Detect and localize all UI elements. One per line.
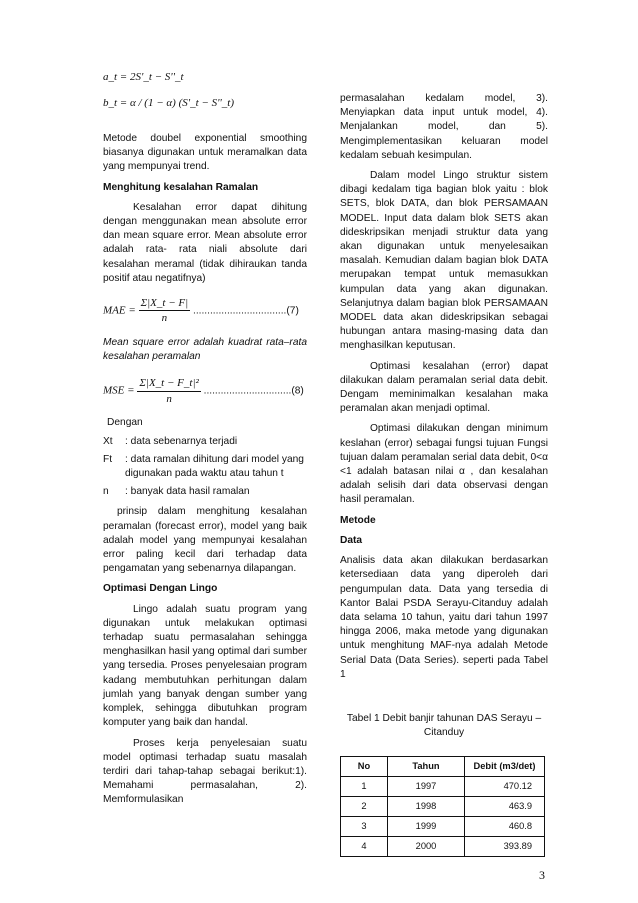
table-row bbox=[341, 816, 545, 836]
table-header: No bbox=[341, 756, 388, 776]
table-cell: 1999 bbox=[388, 816, 465, 836]
definition-value: : data ramalan dihitung dari model yang digunakan pada waktu atau tahun t bbox=[125, 453, 304, 480]
table-cell: 1998 bbox=[388, 796, 465, 816]
page-number: 3 bbox=[539, 868, 545, 882]
table-cell: 2000 bbox=[388, 836, 465, 856]
mse-lhs: MSE = bbox=[103, 384, 135, 397]
paragraph: Lingo adalah suatu program yang digunakan untuk melakukan optimasi terhadap suatu permasalahan sehingga menghasilkan hasil yang optimal dari sumber yang tersedia. Proses penyelesaian program kadang membutuhkan perhitungan dalam jumlah yang banyak dengan sumber yang komplek, sehingga dibutuhkan program komputer yang baik dan handal. bbox=[103, 603, 307, 729]
paragraph: Metode doubel exponential smoothing biasanya digunakan untuk meramalkan data yang mempunyai trend. bbox=[103, 133, 307, 173]
paragraph: Dalam model Lingo struktur sistem dibagi kedalam tiga bagian blok yaitu : blok SETS, blok DATA, dan blok PERSAMAAN MODEL. Input data dalam blok SETS akan dideskripsikan menjadi struktur data yang akan digunakan untuk menyelesaikan masalah. Kemudian dalam bagian blok DATA merupakan tempat untuk memasukkan kumpulan data yang akan digunakan. Selanjutnya dalam bagian blok PERSAMAAN MODEL data akan dideskripsikan sebagai hubungan antara masing-masing data dan menghasilkan keputusan. bbox=[340, 170, 548, 352]
paragraph: Optimasi kesalahan (error) dapat dilakukan dalam peramalan serial data debit. Dengam meminimalkan kesalahan maka peramalan akan menjadi optimal. bbox=[340, 360, 548, 415]
mae-lhs: MAE = bbox=[103, 304, 136, 317]
definition-n bbox=[103, 485, 307, 499]
table-row bbox=[341, 796, 545, 816]
equation-number: ...............................(8) bbox=[203, 385, 304, 397]
section-heading: Optimasi Dengan Lingo bbox=[103, 583, 218, 595]
definition-key: Xt bbox=[103, 435, 113, 447]
equation-a bbox=[103, 70, 307, 90]
mae-numerator: Σ|X_t − F| bbox=[139, 296, 191, 311]
equation-mse bbox=[103, 376, 307, 406]
dengan-label: Dengan bbox=[107, 417, 143, 429]
paragraph: prinsip dalam menghitung kesalahan peramalan (forecast error), model yang baik adalah model yang mempunyai kesalahan error paling kecil dari terhadap data pengamatan yang sebenarnya dilapangan. bbox=[103, 506, 307, 575]
definition-xt bbox=[103, 435, 307, 449]
table-cell: 3 bbox=[341, 816, 388, 836]
table-header-row bbox=[341, 756, 545, 776]
equation-b-text: b_t = α / (1 − α) (S'_t − S''_t) bbox=[103, 97, 235, 109]
definition-ft bbox=[103, 453, 307, 481]
mse-numerator: Σ|X_t − F_t|² bbox=[137, 376, 200, 391]
table-cell: 1997 bbox=[388, 776, 465, 796]
table-cell: 470.12 bbox=[465, 776, 545, 796]
table-row bbox=[341, 836, 545, 856]
table-row bbox=[341, 776, 545, 796]
table-caption: Tabel 1 Debit banjir tahunan DAS Serayu – Citanduy bbox=[346, 712, 542, 738]
mse-fraction bbox=[137, 376, 200, 405]
mse-denominator: n bbox=[166, 392, 172, 405]
definition-key: n bbox=[103, 486, 109, 498]
table-cell: 4 bbox=[341, 836, 388, 856]
section-heading: Menghitung kesalahan Ramalan bbox=[103, 181, 259, 193]
paragraph: permasalahan kedalam model, 3). Menyiapkan data input untuk model, 4). Menjalankan model, dan 5). Mengimplementasikan keluaran model kedalam sebuah kesimpulan. bbox=[340, 93, 548, 161]
equation-b bbox=[103, 96, 307, 130]
equation-mae bbox=[103, 296, 307, 326]
table-cell: 393.89 bbox=[465, 836, 545, 856]
definition-value: : data sebenarnya terjadi bbox=[125, 435, 238, 447]
table-cell: 460.8 bbox=[465, 816, 545, 836]
paragraph: Optimasi dilakukan dengan minimum keslahan (error) sebagai fungsi tujuan Fungsi tujuan dalam peramalan serial data debit, 0<α <1 adalah batasan nilai α , dan kesalahan adalah selisih dari data observasi dengan hasil peramalan. bbox=[340, 423, 548, 506]
mae-denominator: n bbox=[161, 312, 168, 325]
section-heading: Data bbox=[340, 534, 363, 546]
definition-key: Ft bbox=[103, 453, 113, 465]
equation-a-text: a_t = 2S'_t − S''_t bbox=[103, 71, 184, 83]
table-cell: 463.9 bbox=[465, 796, 545, 816]
section-heading: Metode bbox=[340, 514, 376, 526]
left-column bbox=[103, 71, 307, 808]
paragraph: Kesalahan error dapat dihitung dengan menggunakan mean absolute error dan mean square error. Mean absolute error adalah rata- rata niali absolute dari kesalahan meramal (tidak dihiraukan tanda positif atau negatifnya) bbox=[103, 201, 307, 284]
paragraph: Mean square error adalah kuadrat rata–rata kesalahan peramalan bbox=[103, 337, 307, 363]
right-column bbox=[340, 92, 548, 857]
definition-value: : banyak data hasil ramalan bbox=[125, 486, 250, 498]
equation-number: .................................(7) bbox=[192, 305, 299, 317]
table-header: Tahun bbox=[388, 756, 465, 776]
table-cell: 1 bbox=[341, 776, 388, 796]
debit-table bbox=[340, 756, 545, 857]
mae-fraction bbox=[139, 296, 191, 325]
table-header: Debit (m3/det) bbox=[465, 756, 545, 776]
paragraph: Analisis data akan dilakukan berdasarkan ketersediaan data yang diperoleh dari pengumpulan data. Data yang tersedia di Kantor Balai PSDA Serayu-Citanduy adalah data selama 10 tahun, yaitu dari tahun 1997 hingga 2006, maka metode yang digunakan untuk menghitung MAF-nya adalah Metode Serial Data (Data Series). seperti pada Tabel 1 bbox=[340, 555, 548, 680]
table-cell: 2 bbox=[341, 796, 388, 816]
paragraph: Proses kerja penyelesaian suatu model optimasi terhadap suatu masalah terdiri dari tahap-tahap sebagai berikut:1). Memahami permasalahan, 2). Memformulasikan bbox=[103, 737, 307, 806]
